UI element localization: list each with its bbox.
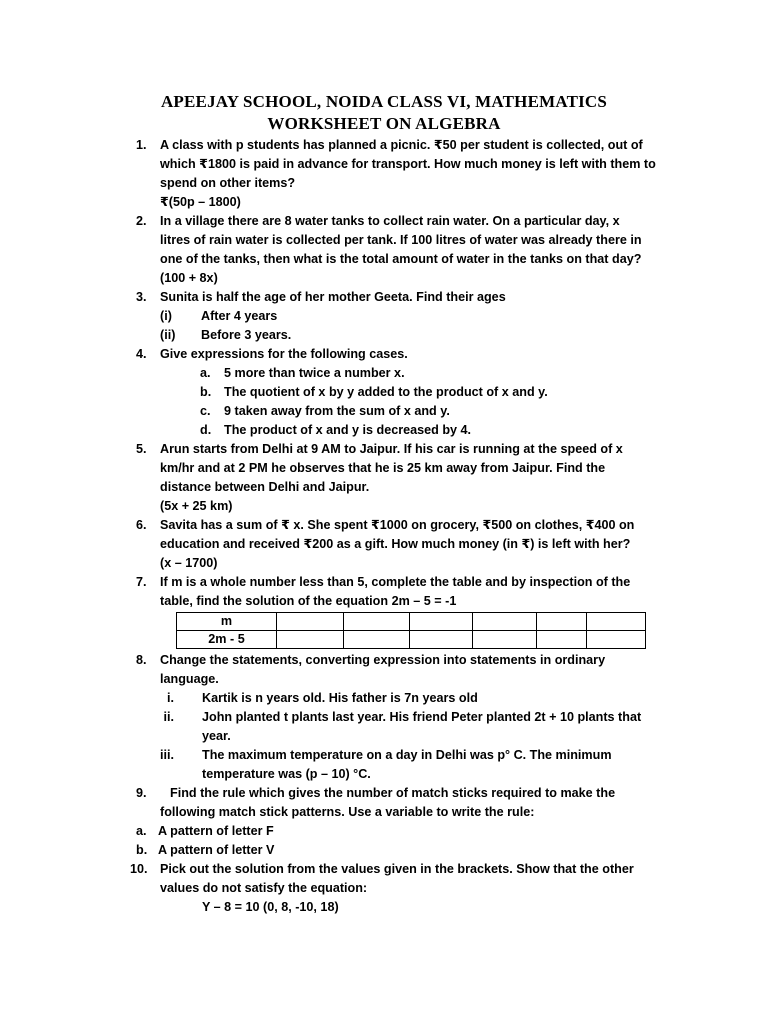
sub-item-text: The quotient of x by y added to the product of x and y. bbox=[224, 385, 548, 399]
sub-item-text: The product of x and y is decreased by 4. bbox=[224, 423, 472, 437]
question-3 bbox=[136, 288, 656, 307]
question-text-line: one of the tanks, then what is the total amount of water in the tanks on that day? bbox=[160, 252, 642, 266]
question-text-line: education and received ₹200 as a gift. How much money (in ₹) is left with her? bbox=[160, 537, 631, 551]
sub-item-text: After 4 years bbox=[201, 309, 278, 323]
worksheet-title-line2: WORKSHEET ON ALGEBRA bbox=[267, 114, 501, 133]
question-text-line: Find the rule which gives the number of match sticks required to make the bbox=[170, 786, 616, 800]
question-number: 7. bbox=[136, 575, 147, 589]
sub-item bbox=[136, 383, 656, 402]
sub-item bbox=[136, 708, 656, 746]
question-9 bbox=[136, 784, 656, 822]
sub-item-marker: b. bbox=[200, 385, 212, 399]
table-cell[interactable] bbox=[587, 613, 646, 631]
table-cell[interactable] bbox=[537, 613, 587, 631]
question-text-line: spend on other items? bbox=[160, 176, 296, 190]
question-answer: (100 + 8x) bbox=[160, 271, 218, 285]
question-number: 10. bbox=[130, 862, 148, 876]
question-text-line: which ₹1800 is paid in advance for transport. How much money is left with them to bbox=[160, 157, 656, 171]
sub-item-marker: d. bbox=[200, 423, 212, 437]
sub-item-marker: (ii) bbox=[160, 328, 176, 342]
question-number: 4. bbox=[136, 347, 147, 361]
table-row-label: m bbox=[177, 613, 277, 631]
table-cell[interactable] bbox=[473, 613, 537, 631]
question-text-line: A class with p students has planned a picnic. ₹50 per student is collected, out of bbox=[160, 138, 643, 152]
sub-item bbox=[136, 841, 656, 860]
sub-item-text: 9 taken away from the sum of x and y. bbox=[224, 404, 450, 418]
question-answer: (x – 1700) bbox=[160, 556, 218, 570]
question-number: 8. bbox=[136, 653, 147, 667]
sub-item-marker: c. bbox=[200, 404, 211, 418]
equation: Y – 8 = 10 (0, 8, -10, 18) bbox=[202, 900, 339, 914]
worksheet-title-line1: APEEJAY SCHOOL, NOIDA CLASS VI, MATHEMATICS bbox=[160, 92, 608, 111]
question-10 bbox=[130, 860, 656, 917]
question-text-line: km/hr and at 2 PM he observes that he is 25 km away from Jaipur. Find the bbox=[160, 461, 606, 475]
question-text-line: Pick out the solution from the values given in the brackets. Show that the other bbox=[160, 862, 634, 876]
question-text-line: In a village there are 8 water tanks to collect rain water. On a particular day, x bbox=[160, 214, 620, 228]
question-number: 1. bbox=[136, 138, 147, 152]
question-text-line: language. bbox=[160, 672, 219, 686]
question-text-line: table, find the solution of the equation 2m – 5 = -1 bbox=[160, 594, 457, 608]
sub-item bbox=[136, 421, 656, 440]
question-4 bbox=[136, 345, 656, 364]
sub-item-text: A pattern of letter F bbox=[158, 824, 274, 838]
table-cell[interactable] bbox=[587, 631, 646, 649]
sub-item-marker: i. bbox=[167, 691, 174, 705]
question-number: 3. bbox=[136, 290, 147, 304]
sub-item-text: Before 3 years. bbox=[201, 328, 292, 342]
question-text-line: litres of rain water is collected per tank. If 100 litres of water was already there in bbox=[160, 233, 642, 247]
table-row bbox=[177, 613, 646, 631]
sub-item-marker: a. bbox=[136, 824, 147, 838]
question-8 bbox=[136, 651, 656, 689]
sub-item bbox=[136, 307, 656, 326]
table-row-label: 2m - 5 bbox=[177, 631, 277, 649]
question-text-line: following match stick patterns. Use a variable to write the rule: bbox=[160, 805, 535, 819]
question-6 bbox=[136, 516, 656, 573]
question-answer: ₹(50p – 1800) bbox=[160, 195, 241, 209]
question-number: 6. bbox=[136, 518, 147, 532]
question-text-line: Arun starts from Delhi at 9 AM to Jaipur. If his car is running at the speed of x bbox=[160, 442, 623, 456]
sub-item-marker: ii. bbox=[163, 710, 174, 724]
sub-item-text: 5 more than twice a number x. bbox=[224, 366, 405, 380]
question-2 bbox=[136, 212, 656, 288]
table-cell[interactable] bbox=[344, 613, 410, 631]
question-number: 5. bbox=[136, 442, 147, 456]
table-cell[interactable] bbox=[410, 631, 473, 649]
question-text-line: Change the statements, converting expression into statements in ordinary bbox=[160, 653, 606, 667]
sub-item-marker: (i) bbox=[160, 309, 172, 323]
sub-item-marker: b. bbox=[136, 843, 148, 857]
sub-item-text: The maximum temperature on a day in Delhi was p° C. The minimum temperature was (p – 10) °C. bbox=[202, 748, 612, 781]
question-text-line: distance between Delhi and Jaipur. bbox=[160, 480, 370, 494]
sub-item-text: Kartik is n years old. His father is 7n years old bbox=[202, 691, 478, 705]
question-number: 9. bbox=[136, 786, 147, 800]
sub-item bbox=[136, 689, 656, 708]
table-cell[interactable] bbox=[473, 631, 537, 649]
sub-item bbox=[136, 402, 656, 421]
question-5 bbox=[136, 440, 656, 516]
table-cell[interactable] bbox=[410, 613, 473, 631]
table-cell[interactable] bbox=[344, 631, 410, 649]
sub-item bbox=[136, 746, 656, 784]
sub-item-text: A pattern of letter V bbox=[158, 843, 275, 857]
table-cell[interactable] bbox=[277, 631, 344, 649]
question-list bbox=[130, 136, 656, 917]
question-1 bbox=[136, 136, 656, 212]
sub-item bbox=[136, 364, 656, 383]
table-cell[interactable] bbox=[277, 613, 344, 631]
sub-item bbox=[136, 326, 656, 345]
sub-item-marker: a. bbox=[200, 366, 211, 380]
m-value-table bbox=[176, 612, 646, 649]
sub-item bbox=[136, 822, 656, 841]
question-answer: (5x + 25 km) bbox=[160, 499, 233, 513]
table-cell[interactable] bbox=[537, 631, 587, 649]
sub-item-marker: iii. bbox=[160, 748, 174, 762]
sub-item-text: John planted t plants last year. His friend Peter planted 2t + 10 plants that year. bbox=[202, 710, 642, 743]
question-7 bbox=[136, 573, 656, 649]
question-text: Give expressions for the following cases. bbox=[160, 347, 408, 361]
question-text: Sunita is half the age of her mother Geeta. Find their ages bbox=[160, 290, 506, 304]
question-text-line: values do not satisfy the equation: bbox=[160, 881, 368, 895]
question-text-line: Savita has a sum of ₹ x. She spent ₹1000 on grocery, ₹500 on clothes, ₹400 on bbox=[160, 518, 635, 532]
question-number: 2. bbox=[136, 214, 147, 228]
table-row bbox=[177, 631, 646, 649]
question-text-line: If m is a whole number less than 5, complete the table and by inspection of the bbox=[160, 575, 631, 589]
